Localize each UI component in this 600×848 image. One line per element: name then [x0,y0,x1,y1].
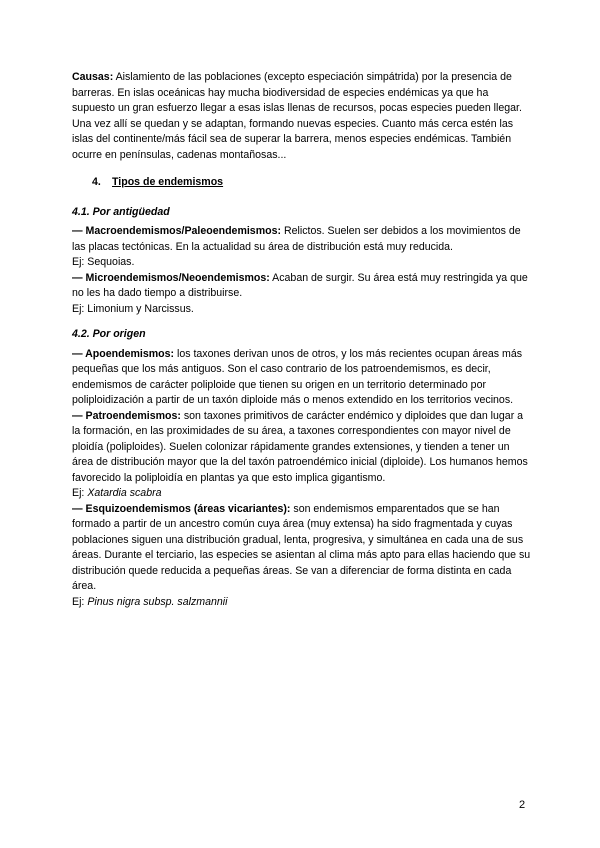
section-number: 4. [92,176,101,188]
entry-patroendemismos [72,409,532,487]
example-prefix: Ej: [72,595,88,608]
example-species: Xatardia scabra [87,487,162,499]
entry-dash: — [72,409,86,422]
entry-microendemismos [72,271,532,302]
entry-dash: — [72,502,86,515]
entry-apoendemismos [72,347,532,409]
entry-text: los taxones derivan unos de otros, y los más recientes ocupan áreas más pequeñas que los más antiguos. Son el caso contrario de los patroendemismos, es decir, endemismos de carácter poliploide que tienen su origen en un territorio determinado por poliploidización a partir de un taxón diploide más o menos extendido en los territorios vecinos. [72,347,523,406]
entry-label: Esquizoendemismos (áreas vicariantes): [85,502,291,515]
entry-text: Acaban de surgir. Su área está muy restringida ya que no les ha dado tiempo a distribuirse. [72,271,528,299]
example-macroendemismos: Ej: Sequoias. [72,256,135,268]
example-patroendemismos [72,486,532,502]
entry-text: Relictos. Suelen ser debidos a los movimientos de las placas tectónicas. En la actualidad su área de distribución está muy reducida. [72,225,521,253]
entry-esquizoendemismos [72,502,532,595]
entry-label: Macroendemismos/Paleoendemismos: [85,225,282,237]
entry-dash: — [72,347,86,360]
entry-text: son taxones primitivos de carácter endémico y diploides que dan lugar a la formación, en las proximidades de su área, a taxones correspondientes con mayor nivel de ploidía (poliploides). Suelen colonizar rápidamente grandes extensiones, y tienden a tener un área de distribución mayor que la del taxón patroendémico inicial (diploide). Los humanos hemos favorecido la poliploidía en plantas ya que esto implica gigantismo. [72,409,528,484]
example-prefix: Ej: [72,487,88,499]
subheading-origen: 4.2. Por origen [72,328,146,340]
section-title: Tipos de endemismos [112,176,224,188]
example-species: Pinus nigra subsp. salzmannii [87,595,228,608]
page-number: 2 [519,799,526,811]
example-esquizoendemismos [72,595,532,611]
entry-dash: — [72,271,86,284]
entry-dash: — [72,225,86,237]
entry-macroendemismos [72,224,532,255]
entry-text: son endemismos emparentados que se han formado a partir de un ancestro común cuya área (muy extensa) ha sido fragmentada y cuyas poblaciones siguen una distribución gradual, lenta, progresiva, y simultánea en cada una de sus áreas. Durante el terciario, las especies se asientan al clima más apto para ellas haciendo que su distribución quede reducida a pequeñas áreas. Se van a diferenciar de forma distinta en cada área. [72,502,531,592]
entry-label: Apoendemismos: [85,347,175,360]
section-heading [92,175,532,191]
causas-label: Causas: [72,71,114,83]
causas-paragraph [72,70,532,163]
entry-label: Microendemismos/Neoendemismos: [85,271,270,284]
causas-text: Aislamiento de las poblaciones (excepto especiación simpátrida) por la presencia de barreras. En islas oceánicas hay mucha biodiversidad de especies endémicas ya que ha supuesto un gran esfuerzo llegar a esas islas llenas de recursos, pocas especies pueden llegar. Una vez allí se quedan y se adaptan, formando nuevas especies. Cuanto más cerca estén las islas del continente/más fácil sea de superar la barrera, menos especies endémicas. También ocurre en penínsulas, cadenas montañosas... [72,71,522,161]
entry-label: Patroendemismos: [85,409,181,422]
document-page [72,70,532,610]
subheading-antiguedad: 4.1. Por antigüedad [72,205,170,218]
example-microendemismos: Ej: Limonium y Narcissus. [72,302,194,315]
